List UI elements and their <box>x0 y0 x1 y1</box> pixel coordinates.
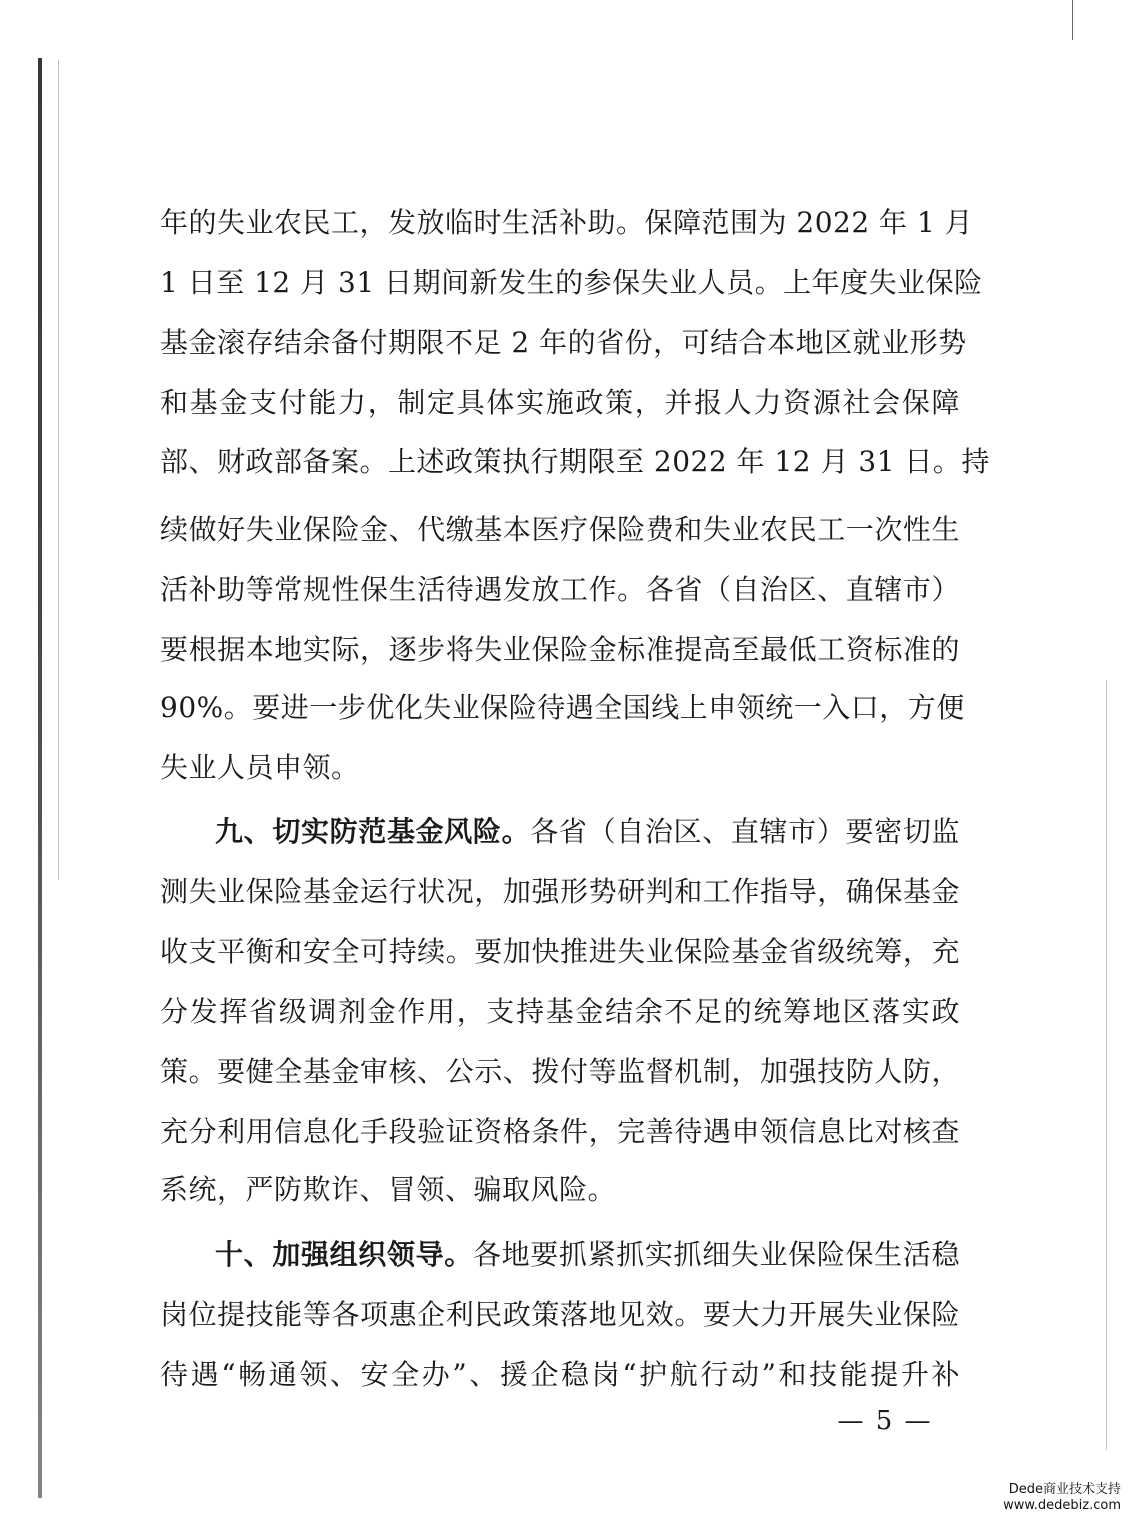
text-line: 续做好失业保险金、代缴基本医疗保险费和失业农民工一次性生 <box>160 513 960 546</box>
text-line: 失业人员申领。 <box>160 751 360 784</box>
section-9-first-line <box>215 812 960 852</box>
text-line: 部、财政部备案。上述政策执行期限至 2022 年 12 月 31 日。持 <box>160 445 990 478</box>
page-number: — 5 — <box>837 1406 933 1436</box>
watermark-line: Dede商业技术支持 <box>1008 1482 1121 1497</box>
text-line: 收支平衡和安全可持续。要加快推进失业保险基金省级统筹，充 <box>160 935 960 968</box>
text-line: 基金滚存结余备付期限不足 2 年的省份，可结合本地区就业形势 <box>160 326 967 359</box>
text-line: 1 日至 12 月 31 日期间新发生的参保失业人员。上年度失业保险 <box>160 266 983 299</box>
text-line: 和基金支付能力，制定具体实施政策，并报人力资源社会保障 <box>160 386 960 419</box>
text-line: 测失业保险基金运行状况，加强形势研判和工作指导，确保基金 <box>160 875 960 908</box>
text-line: 策。要健全基金审核、公示、拨付等监督机制，加强技防人防， <box>160 1055 960 1088</box>
watermark <box>1003 1482 1121 1514</box>
section-10-first-line <box>215 1235 960 1275</box>
text-line: 充分利用信息化手段验证资格条件，完善待遇申领信息比对核查 <box>160 1115 960 1148</box>
text-line: 活补助等常规性保生活待遇发放工作。各省（自治区、直辖市） <box>160 573 960 606</box>
text-line: 要根据本地实际，逐步将失业保险金标准提高至最低工资标准的 <box>160 633 960 666</box>
section-10-heading: 十、加强组织领导。 <box>215 1238 473 1271</box>
text-line: 岗位提技能等各项惠企利民政策落地见效。要大力开展失业保险 <box>160 1298 960 1331</box>
text-line: 待遇“畅通领、安全办”、援企稳岗“护航行动”和技能提升补 <box>160 1358 960 1391</box>
section-10-text: 各地要抓紧抓实抓细失业保险保生活稳 <box>472 1238 960 1271</box>
section-9-text: 各省（自治区、直辖市）要密切监 <box>530 815 960 848</box>
text-line: 分发挥省级调剂金作用，支持基金结余不足的统筹地区落实政 <box>160 995 960 1028</box>
text-line: 系统，严防欺诈、冒领、骗取风险。 <box>160 1173 617 1206</box>
text-line: 90%。要进一步优化失业保险待遇全国线上申领统一入口，方便 <box>160 691 965 724</box>
watermark-line: www.dedebiz.com <box>1003 1498 1121 1513</box>
section-9-heading: 九、切实防范基金风险。 <box>215 815 531 848</box>
text-line: 年的失业农民工，发放临时生活补助。保障范围为 2022 年 1 月 <box>160 206 974 239</box>
